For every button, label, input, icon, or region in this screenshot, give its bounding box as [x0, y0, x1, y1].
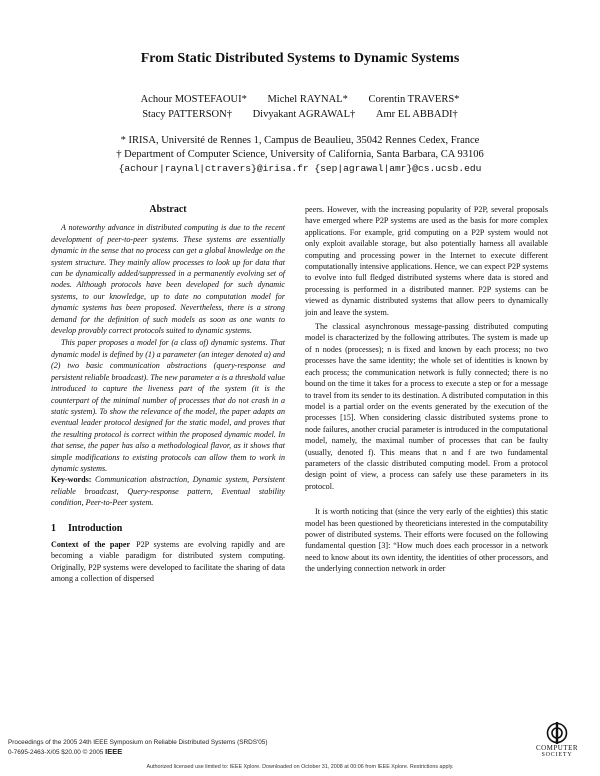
paper-title: From Static Distributed Systems to Dynamic Systems [140, 51, 460, 66]
isbn-text: 0-7695-2463-X/05 $20.00 © 2005 [8, 749, 104, 756]
logo-text-society: SOCIETY [541, 752, 573, 758]
author-emails: {achour|raynal|ctravers}@irisa.fr {sep|agrawal|amr}@cs.ucsb.edu [118, 163, 482, 174]
body-paragraph-3: It is worth noticing that (since the very early of the eighties) this static model has been questioned by theoreticians interested in the computability power of distributed systems. Their efforts were focused on the following fundamental question [3]: “How much does each processor in a network need to know about its own identity, the identities of other processors, and the underlying connection network in order [305, 507, 548, 574]
author-name: Amr EL ABBADI† [375, 109, 458, 120]
body-paragraph-1: peers. However, with the increasing popularity of P2P, several proposals have emerged where P2P systems are used as the basis for more complex applications. For example, grid computing on a P2P system would not only exploit available storage, but also potentially harness all available computing and processing power in the Internet to execute different computationally intensive applications. Hence, we can expect P2P systems to evolve into full fledged distributed systems where data is stored and processing is performed in a distributed manner. P2P systems can be viewed as dynamic distributed systems that allow peers to dynamically join and leave the system. [305, 205, 548, 317]
keywords-label: Key-words: [51, 475, 92, 485]
author-name: Stacy PATTERSON† [142, 109, 232, 120]
proceedings-line: Proceedings of the 2005 24th IEEE Symposium on Reliable Distributed Systems (SRDS'05) [8, 739, 268, 746]
ieee-mark: IEEE [105, 747, 123, 756]
author-name: Divyakant AGRAWAL† [252, 109, 356, 120]
author-row-1 [0, 92, 600, 107]
section-title: Introduction [68, 522, 123, 534]
computer-society-emblem-icon [546, 722, 568, 744]
keywords-text: Communication abstraction, Dynamic system, Persistent reliable broadcast, Query-response pattern, Eventual stability condition, Peer-to-Peer system. [51, 475, 285, 508]
abstract-heading: Abstract [149, 204, 187, 215]
section-number: 1 [51, 522, 56, 534]
affiliation-ucsb: † Department of Computer Science, University of California, Santa Barbara, CA 93106 [116, 149, 484, 160]
license-notice: Authorized licensed use limited to: IEEE Xplore. Downloaded on October 31, 2008 at 00:06 from IEEE Xplore. Restrictions apply. [146, 764, 454, 770]
abstract-paragraph-2: This paper proposes a model for (a class of) dynamic systems. That dynamic model is defined by (1) a parameter (an integer denoted α) and (2) two basic communication abstractions (query-response and persistent reliable broadcast). The new parameter α is a threshold value introduced to capture the liveness part of the system (it is the counterpart of the minimal number of processes that do not crash in a static system). To show the relevance of the model, the paper adapts an eventual leader protocol designed for the static model, and proves that the resulting protocol is correct within the proposed dynamic model. In that sense, the paper has also a methodological flavor, as it shows that simple modifications to existing protocols can allow them to work in dynamic systems. [51, 338, 285, 473]
author-list [0, 92, 600, 122]
intro-paragraph-text: P2P systems are evolving rapidly and are becoming a viable paradigm for distributed system computing. Originally, P2P systems were developed to facilitate the sharing of data among a collection of dispersed [51, 539, 286, 584]
logo-text-computer: COMPUTER [535, 744, 579, 752]
paragraph-label: Context of the paper [51, 539, 131, 549]
abstract-section [51, 204, 285, 509]
author-name: Achour MOSTEFAOUI* [140, 94, 247, 105]
section-heading-introduction [51, 523, 285, 534]
introduction-body [51, 539, 285, 585]
computer-society-logo [528, 722, 586, 764]
affiliations [0, 134, 600, 176]
author-name: Corentin TRAVERS* [368, 94, 460, 105]
isbn-line [8, 747, 438, 757]
intro-paragraph-1 [51, 539, 285, 585]
body-paragraph-2: The classical asynchronous message-passing distributed computing model is characterized by the following attributes. The system is made up of n nodes (processes); n is fixed and known by each process; no two processes have the same identity; the whole set of identities is known by each process; the communication network is fully connected; there is no bound on the time it takes for a process to execute a step or for a message to travel from its sender to its destination. A distributed computation in this model is a partial order on the events generated by the execution of the processes [15]. When considering classic distributed systems prone to node failures, another crucial parameter is introduced in the computational model, namely, the maximal number of processes that can be faulty (usually, denoted f). This means that n and f are two fundamental parameters of the classic distributed computing model. From a protocol design point of view, a process can safely use these parameters in its protocol. [305, 322, 549, 491]
page-footer [8, 738, 438, 757]
keywords [51, 474, 285, 508]
right-column [305, 204, 548, 575]
left-column [51, 204, 285, 585]
affiliation-irisa: * IRISA, Université de Rennes 1, Campus de Beaulieu, 35042 Rennes Cedex, France [120, 135, 480, 146]
author-row-2 [0, 107, 600, 122]
author-name: Michel RAYNAL* [267, 94, 348, 105]
abstract-paragraph-1: A noteworthy advance in distributed computing is due to the recent development of peer-to-peer systems. These systems are essentially dynamic in the sense that no process can get a global knowledge on the system structure. They mainly allow processes to look up for data that can be dynamically added/suppressed in a permanently evolving set of nodes. Although protocols have been developed for such dynamic systems, to our knowledge, up to date no computation model for dynamic systems has been proposed. Nevertheless, there is a strong demand for the definition of such models as soon as one wants to develop provably correct protocols suited to dynamic systems. [51, 223, 285, 336]
